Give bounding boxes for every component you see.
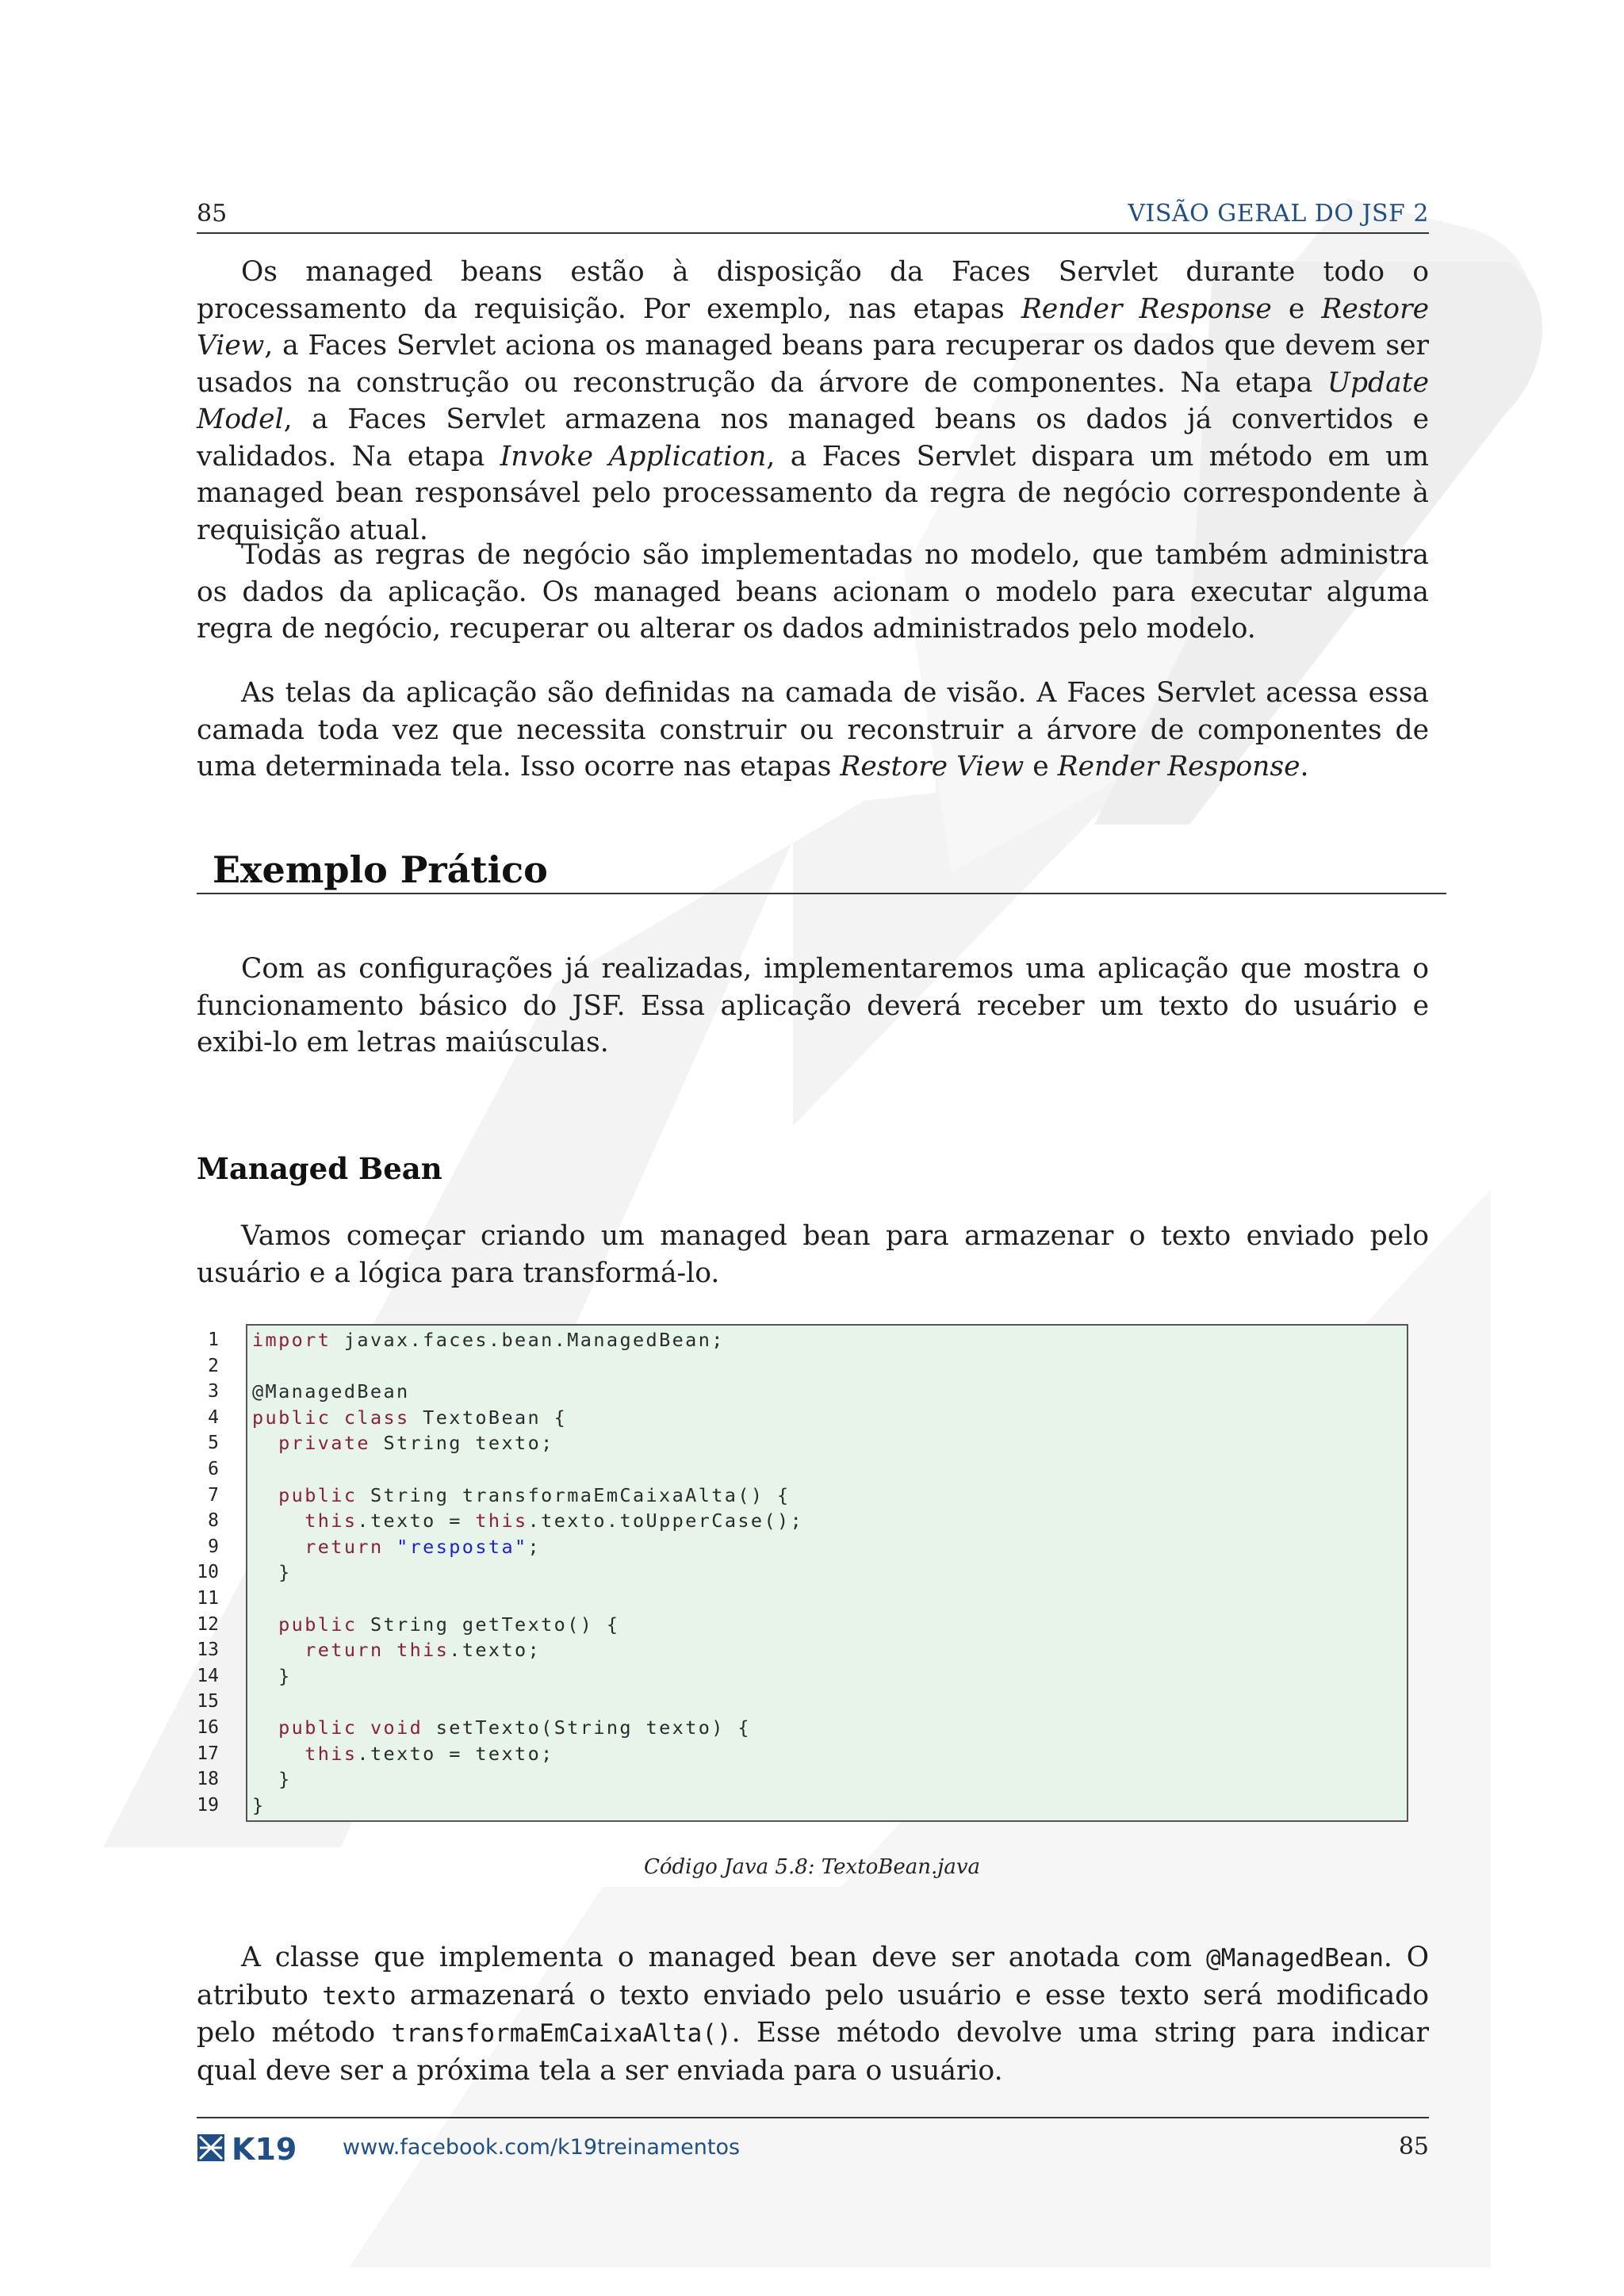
k19-logo (197, 2133, 324, 2163)
header-rule (197, 232, 1429, 234)
code-line-number: 13 (197, 1640, 219, 1661)
footer-rule (197, 2117, 1429, 2118)
code-line (252, 1456, 803, 1483)
code-line: return "resposta"; (304, 1535, 542, 1558)
code-line: @ManagedBean (252, 1380, 410, 1403)
code-line: this.texto = texto; (304, 1742, 554, 1765)
logo-text: K19 (232, 2133, 297, 2163)
code-line-number: 2 (208, 1355, 219, 1376)
section-title: Exemplo Prático (213, 848, 548, 891)
code-line-number: 18 (197, 1769, 219, 1790)
code-line-number: 8 (208, 1510, 219, 1532)
facebook-link[interactable]: www.facebook.com/k19treinamentos (343, 2135, 741, 2160)
paragraph-managed-bean-intro: Vamos começar criando um managed bean para armazenar o texto enviado pelo usuário e a lógica para transformá-lo. (197, 1220, 1429, 1289)
code-line-number: 9 (208, 1536, 219, 1557)
code-line: return this.texto; (304, 1639, 542, 1662)
code-line: } (252, 1768, 292, 1791)
code-line: this.texto = this.texto.toUpperCase(); (304, 1510, 804, 1533)
code-line-number: 5 (208, 1433, 219, 1454)
code-line-number: 11 (197, 1587, 219, 1609)
code-line-numbers (187, 1327, 219, 1818)
code-line-number: 7 (208, 1484, 219, 1506)
code-line (252, 1353, 803, 1380)
code-line-number: 19 (197, 1794, 219, 1816)
paragraph-business-rules: Todas as regras de negócio são implementadas no modelo, que também administra os dados da aplicação. Os managed beans acionam o modelo para executar alguma regra de negócio, recuperar ou alterar os dados administrados pelo modelo. (197, 539, 1429, 645)
code-line-number: 17 (197, 1743, 219, 1764)
paragraph-class-explanation: A classe que implementa o managed bean deve ser anotada com @ManagedBean. O atributo texto armazenará o texto enviado pelo usuário e esse texto será modificado pelo método transformaEmCaixaAlta(). Esse método devolve uma string para indicar qual deve ser a próxima tela a ser enviada para o usuário. (197, 1942, 1430, 2087)
code-line (252, 1586, 803, 1612)
header-page-number: 85 (197, 200, 228, 228)
code-line-number: 16 (197, 1716, 219, 1738)
code-line-number: 4 (208, 1406, 219, 1428)
code-line: public String getTexto() { (278, 1613, 620, 1636)
code-line-number: 1 (208, 1330, 219, 1350)
code-line: import javax.faces.bean.ManagedBean; (252, 1329, 725, 1351)
footer-page-number: 85 (1398, 2133, 1429, 2160)
subsection-title: Managed Bean (197, 1151, 442, 1186)
code-listing (252, 1327, 803, 1818)
code-line (252, 1689, 803, 1715)
code-line-number: 12 (197, 1613, 219, 1635)
code-line-number: 3 (208, 1381, 219, 1402)
code-line: public void setTexto(String texto) { (278, 1716, 751, 1739)
paragraph-practical-intro: Com as configurações já realizadas, implementaremos uma aplicação que mostra o funcionamento básico do JSF. Essa aplicação deverá receber um texto do usuário e exibi-lo em letras maiúsculas. (197, 953, 1429, 1058)
code-line: public String transformaEmCaixaAlta() { (278, 1483, 791, 1506)
code-line: private String texto; (278, 1432, 554, 1455)
code-caption: Código Java 5.8: TextoBean.java (643, 1855, 981, 1879)
section-rule (197, 893, 1446, 894)
code-line: public class TextoBean { (252, 1406, 568, 1429)
code-line-number: 14 (197, 1665, 219, 1686)
code-line-number: 15 (197, 1691, 219, 1712)
code-line: } (252, 1664, 292, 1687)
code-line: } (252, 1561, 292, 1584)
paragraph-managed-beans: Os managed beans estão à disposição da Faces Servlet durante todo o processamento da requisição. Por exemplo, nas etapas Render Response e Restore View, a Faces Servlet aciona os managed beans para recuperar os dados que devem ser usados na construção ou reconstrução da árvore de componentes. Na etapa Update Model, a Faces Servlet armazena nos managed beans os dados já convertidos e validados. Na etapa Invoke Application, a Faces Servlet dispara um método em um managed bean responsável pelo processamento da regra de negócio correspondente à requisição atual. (197, 256, 1429, 546)
header-running-title: VISÃO GERAL DO JSF 2 (1128, 200, 1429, 228)
paragraph-view-layer: As telas da aplicação são definidas na camada de visão. A Faces Servlet acessa essa camada toda vez que necessita construir ou reconstruir a árvore de componentes de uma determinada tela. Isso ocorre nas etapas Restore View e Render Response. (197, 677, 1429, 783)
code-line-number: 10 (197, 1562, 219, 1583)
code-line-number: 6 (208, 1458, 219, 1479)
code-line: } (252, 1793, 266, 1816)
